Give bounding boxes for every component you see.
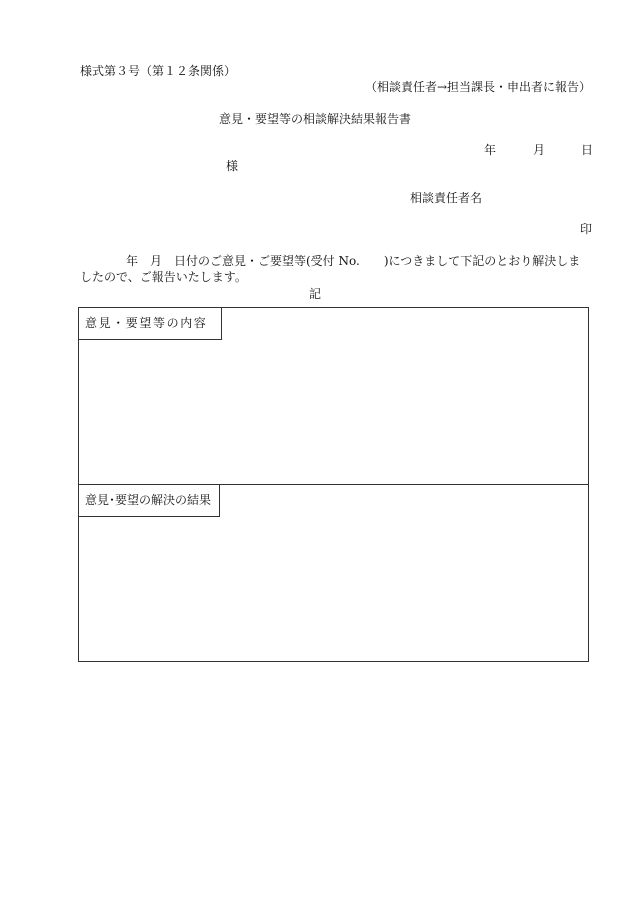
resolution-result-label: 意見･要望の解決の結果 — [78, 484, 220, 517]
page-title: 意見・要望等の相談解決結果報告書 — [218, 112, 411, 126]
officer-name-label: 相談責任者名 — [410, 191, 483, 205]
form-number: 様式第３号（第１２条関係） — [80, 64, 237, 78]
body-text-part2: ので、ご報告いたします。 — [104, 270, 247, 284]
report-routing: （相談責任者→担当課長・申出者に報告） — [364, 80, 591, 94]
resolution-result-box[interactable] — [78, 484, 589, 662]
opinion-content-box[interactable] — [78, 307, 589, 485]
addressee-suffix: 様 — [226, 159, 239, 173]
date-month-label: 月 — [533, 143, 546, 157]
date-day-label: 日 — [581, 143, 594, 157]
ki-heading: 記 — [308, 287, 321, 301]
opinion-content-label: 意見・要望等の内容 — [78, 307, 222, 340]
date-year-label: 年 — [484, 143, 497, 157]
body-paragraph — [80, 253, 592, 285]
body-text-part1: 年 月 日付のご意見・ご要望等(受付 No. )につきまして下記のとおり解決しました — [80, 254, 581, 284]
seal-mark: 印 — [580, 222, 593, 236]
